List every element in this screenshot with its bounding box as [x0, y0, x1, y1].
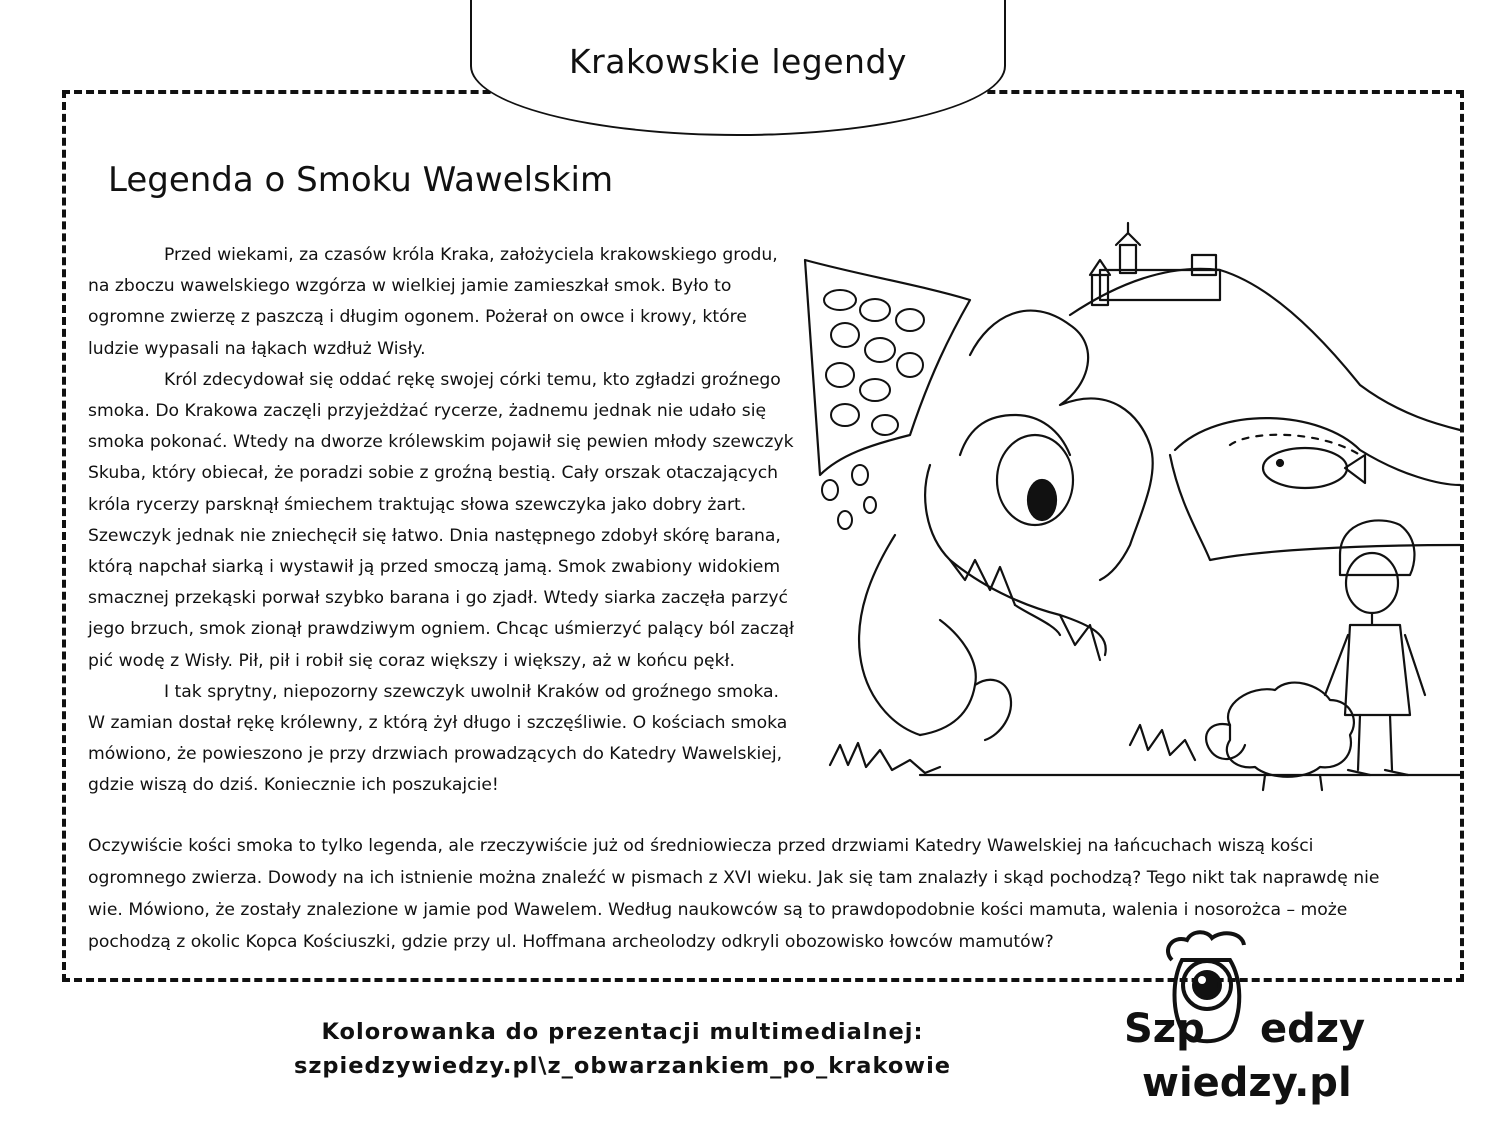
footer-link[interactable]: szpiedzywiedzy.pl\z_obwarzankiem_po_krakowie — [293, 1053, 952, 1079]
szpiedzy-wiedzy-logo[interactable] — [1112, 920, 1366, 1120]
footer-credit — [250, 1015, 995, 1083]
footer-line-1: Kolorowanka do prezentacji multimedialnej: — [321, 1019, 924, 1045]
header-title: Krakowskie legendy — [569, 42, 907, 81]
logo-text-3: wiedzy.pl — [1142, 1060, 1352, 1106]
story-text — [88, 240, 800, 802]
historical-note: Oczywiście kości smoka to tylko legenda, ale rzeczywiście już od średniowiecza przed drzwiami Katedry Wawelskiej na łańcuchach wiszą kości ogromnego zwierza. Dowody na ich istnienie można znaleźć w pismach z XVI wieku. Jak się tam znalazły i skąd pochodzą? Tego nikt tak naprawdę nie wie. Mówiono, że zostały znalezione w jamie pod Wawelem. Według naukowców są to prawdopodobnie kości mamuta, walenia i nosorożca – może pochodzą z okolic Kopca Kościuszki, gdzie przy ul. Hoffmana archeolodzy odkryli obozowisko łowców mamutów? — [88, 836, 1380, 952]
header-tab — [470, 0, 1006, 136]
legend-title: Legenda o Smoku Wawelskim — [108, 160, 614, 200]
story-paragraph-1: Przed wiekami, za czasów króla Kraka, założyciela krakowskiego grodu, na zboczu wawelskiego wzgórza w wielkiej jamie zamieszkał smok. Było to ogromne zwierzę z paszczą i długim ogonem. Pożerał on owce i krowy, które ludzie wypasali na łąkach wzdłuż Wisły. — [88, 245, 778, 359]
castle-illustration — [1070, 223, 1460, 430]
sheep-illustration — [1206, 683, 1354, 790]
logo-text-1: Szp — [1124, 1006, 1205, 1052]
boy-illustration — [1325, 520, 1425, 775]
logo-text-2: edzy — [1260, 1006, 1366, 1052]
story-paragraph-3: I tak sprytny, niepozorny szewczyk uwolnił Kraków od groźnego smoka. W zamian dostał rękę królewny, z którą żył długo i szczęśliwie. O kościach smoka mówiono, że powieszono je przy drzwiach prowadzących do Katedry Wawelskiej, gdzie wiszą do dziś. Koniecznie ich poszukajcie! — [88, 681, 788, 796]
dragon-illustration — [800, 215, 1465, 795]
story-paragraph-2: Król zdecydował się oddać rękę swojej córki temu, kto zgładzi groźnego smoka. Do Krakowa zaczęli przyjeżdżać rycerze, żadnemu jednak nie udało się smoka pokonać. Wtedy na dworze królewskim pojawił się pewien młody szewczyk Skuba, który obiecał, że poradzi sobie z groźną bestią. Cały orszak otaczających króla rycerzy parsknął śmiechem traktując słowa szewczyka jako dobry żart. Szewczyk jednak nie zniechęcił się łatwo. Dnia następnego zdobył skórę barana, którą napchał siarką i wystawił ją przed smoczą jamą. Smok zwabiony widokiem smacznej przekąski porwał szybko barana i go zjadł. Wtedy siarka zaczęła parzyć jego brzuch, smok zionął prawdziwym ogniem. Chcąc uśmierzyć palący ból zaczął pić wodę z Wisły. Pił, pił i robił się coraz większy i większy, aż w końcu pękł. — [88, 369, 795, 671]
